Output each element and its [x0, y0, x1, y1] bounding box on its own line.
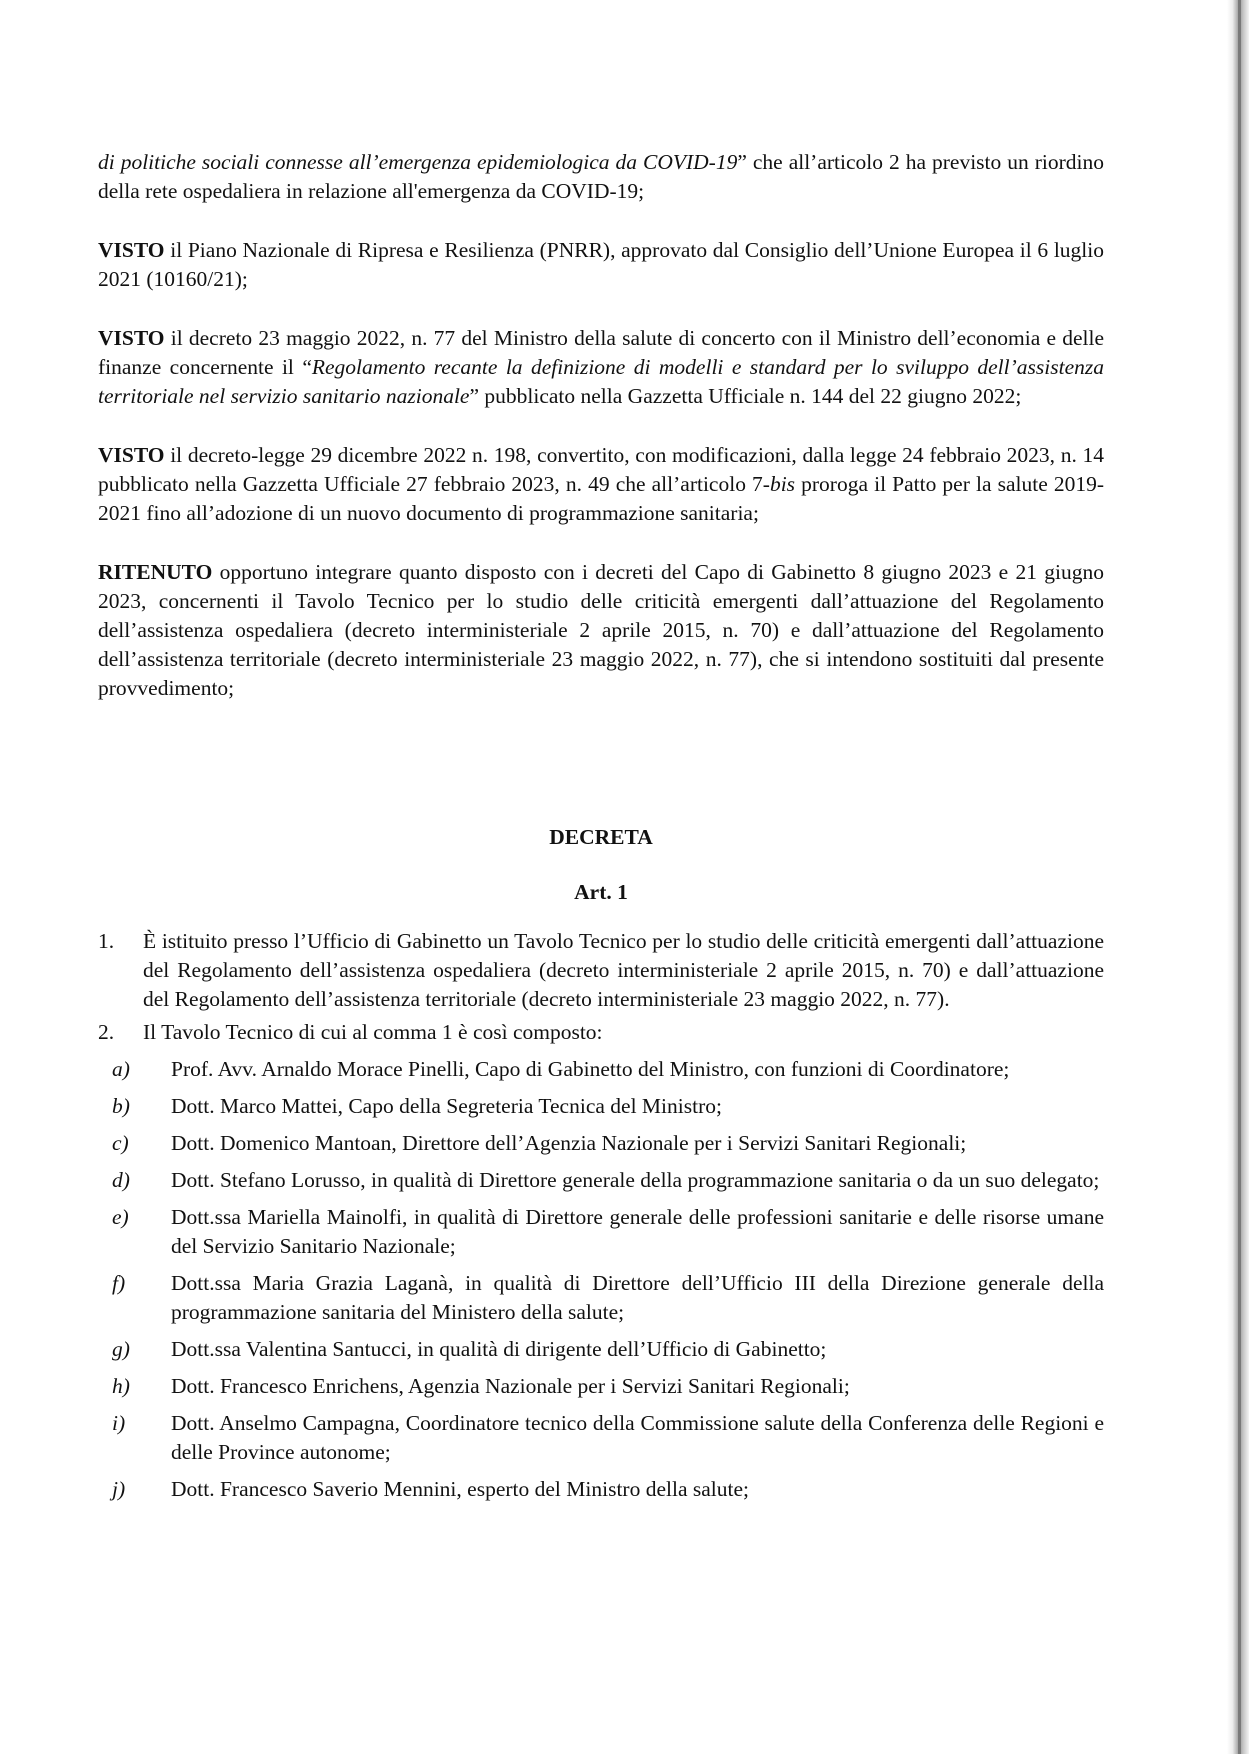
paragraph-text: opportuno integrare quanto disposto con i decreti del Capo di Gabinetto 8 giugno 2023 e 21 giugno 2023, concernenti il Tavolo Tecnico per lo studio delle criticità emergenti dall’attuazione del Regolamento dell’assistenza ospedaliera (decreto interministeriale 2 aprile 2015, n. 70) e dall’attuazione del Regolamento dell’assistenza territoriale (decreto interministeriale 23 maggio 2022, n. 77), che si intendono sostituiti dal presente provvedimento; [98, 560, 1104, 700]
member-text: Dott.ssa Valentina Santucci, in qualità di dirigente dell’Ufficio di Gabinetto; [171, 1337, 827, 1361]
member-text: Dott.ssa Maria Grazia Laganà, in qualità di Direttore dell’Ufficio III della Direzione generale della programmazione sanitaria del Ministero della salute; [171, 1271, 1104, 1324]
member-item [98, 1335, 1104, 1364]
comma-item [98, 1018, 1104, 1047]
member-item [98, 1129, 1104, 1158]
member-item [98, 1092, 1104, 1121]
article-heading: Art. 1 [574, 880, 628, 904]
document-page [98, 148, 1104, 1512]
italic-citation: di politiche sociali connesse all’emergenza epidemiologica da COVID-19 [98, 150, 738, 174]
italic-citation: bis [769, 472, 796, 496]
premise-paragraph-ritenuto [98, 558, 1104, 703]
premise-paragraph-decreto-legge [98, 441, 1104, 528]
paragraph-text: il decreto 23 maggio 2022, n. 77 del Ministro della salute di concerto con il Ministro dell’economia e delle finanze concernente il “ [98, 326, 1104, 379]
premise-keyword: VISTO [98, 326, 165, 350]
paragraph-text: ” pubblicato nella Gazzetta Ufficiale n. 144 del 22 giugno 2022; [469, 384, 1022, 408]
member-letter: a) [112, 1057, 130, 1081]
premise-keyword: VISTO [98, 238, 165, 262]
paragraph-text: proroga il Patto per la salute 2019-2021 fino all’adozione di un nuovo documento di programmazione sanitaria; [98, 472, 1104, 525]
member-text: Dott. Francesco Enrichens, Agenzia Nazionale per i Servizi Sanitari Regionali; [171, 1374, 850, 1398]
comma-text: Il Tavolo Tecnico di cui al comma 1 è così composto: [143, 1020, 603, 1044]
member-item [98, 1269, 1104, 1327]
premise-paragraph-decreto-77 [98, 324, 1104, 411]
comma-number: 1. [98, 929, 115, 953]
member-letter: c) [112, 1131, 129, 1155]
premise-keyword: RITENUTO [98, 560, 213, 584]
member-item [98, 1475, 1104, 1504]
italic-citation: Regolamento recante la definizione di modelli e standard per lo sviluppo dell’assistenza territoriale nel servizio sanitario nazionale [98, 355, 1104, 408]
member-text: Dott. Francesco Saverio Mennini, esperto del Ministro della salute; [171, 1477, 749, 1501]
member-item [98, 1372, 1104, 1401]
member-letter: f) [112, 1271, 126, 1295]
paragraph-text: il Piano Nazionale di Ripresa e Resilienza (PNRR), approvato dal Consiglio dell’Unione Europea il 6 luglio 2021 (10160/21); [98, 238, 1104, 291]
premise-paragraph-pnrr [98, 236, 1104, 294]
member-item [98, 1055, 1104, 1084]
member-letter: j) [112, 1477, 126, 1501]
member-letter: h) [112, 1374, 130, 1398]
comma-number: 2. [98, 1020, 115, 1044]
decree-heading: DECRETA [549, 825, 653, 849]
premise-keyword: VISTO [98, 443, 165, 467]
member-letter: e) [112, 1205, 129, 1229]
comma-item [98, 927, 1104, 1014]
premise-paragraph-covid [98, 148, 1104, 206]
comma-text: È istituito presso l’Ufficio di Gabinetto un Tavolo Tecnico per lo studio delle criticità emergenti dall’attuazione del Regolamento dell’assistenza ospedaliera (decreto interministeriale 2 aprile 2015, n. 70) e dall’attuazione del Regolamento dell’assistenza territoriale (decreto interministeriale 23 maggio 2022, n. 77). [143, 929, 1104, 1011]
member-letter: b) [112, 1094, 130, 1118]
member-item [98, 1409, 1104, 1467]
member-text: Dott. Anselmo Campagna, Coordinatore tecnico della Commissione salute della Conferenza delle Regioni e delle Province autonome; [171, 1411, 1104, 1464]
paragraph-text: il decreto-legge 29 dicembre 2022 n. 198, convertito, con modificazioni, dalla legge 24 febbraio 2023, n. 14 pubblicato nella Gazzetta Ufficiale 27 febbraio 2023, n. 49 che all’articolo 7- [98, 443, 1104, 496]
member-letter: d) [112, 1168, 130, 1192]
members-list [98, 1055, 1104, 1504]
member-text: Prof. Avv. Arnaldo Morace Pinelli, Capo di Gabinetto del Ministro, con funzioni di Coordinatore; [171, 1057, 1010, 1081]
article-commas [98, 927, 1104, 1047]
paragraph-text: ” che all’articolo 2 ha previsto un riordino della rete ospedaliera in relazione all'emergenza da COVID-19; [98, 150, 1104, 203]
member-text: Dott.ssa Mariella Mainolfi, in qualità di Direttore generale delle professioni sanitarie e delle risorse umane del Servizio Sanitario Nazionale; [171, 1205, 1104, 1258]
member-text: Dott. Marco Mattei, Capo della Segreteria Tecnica del Ministro; [171, 1094, 722, 1118]
member-letter: i) [112, 1411, 126, 1435]
member-item [98, 1203, 1104, 1261]
member-item [98, 1166, 1104, 1195]
section-spacer [98, 733, 1104, 823]
member-text: Dott. Stefano Lorusso, in qualità di Direttore generale della programmazione sanitaria o da un suo delegato; [171, 1168, 1100, 1192]
scanner-edge-line [1238, 0, 1241, 1754]
member-text: Dott. Domenico Mantoan, Direttore dell’Agenzia Nazionale per i Servizi Sanitari Regionali; [171, 1131, 967, 1155]
member-letter: g) [112, 1337, 130, 1361]
